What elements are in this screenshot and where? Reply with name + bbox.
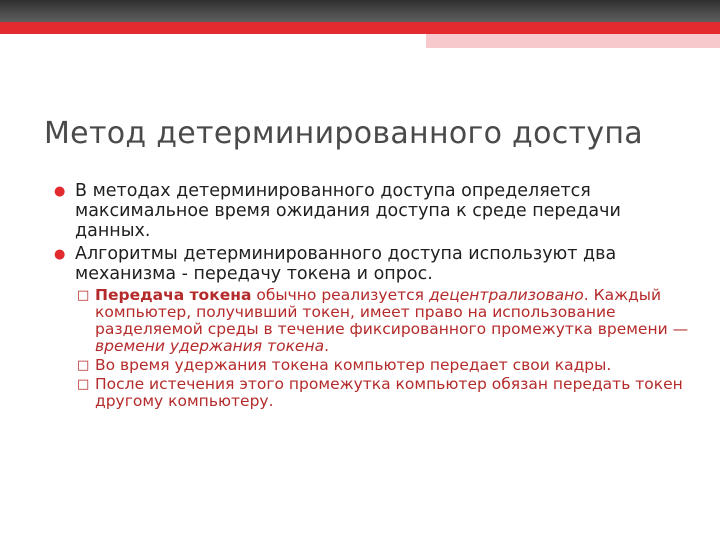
pink-accent-strip bbox=[426, 34, 720, 48]
square-bullet-icon: □ bbox=[77, 288, 90, 303]
bullet-item-2 bbox=[52, 244, 692, 284]
red-accent-line bbox=[0, 22, 720, 34]
term-token-hold-time: времени удержания токена bbox=[95, 337, 325, 355]
sub-text-2: Во время удержания токена компьютер передает свои кадры. bbox=[95, 356, 612, 374]
bullet-dot-icon: ● bbox=[54, 184, 66, 199]
sub-text-3: После истечения этого промежутка компьютер обязан передать токен другому компьютеру. bbox=[95, 375, 683, 410]
bullet-text-2: Алгоритмы детерминированного доступа используют два механизма - передачу токена и опрос. bbox=[75, 244, 617, 284]
bullet-item-1 bbox=[52, 181, 692, 241]
square-bullet-icon: □ bbox=[77, 358, 90, 373]
sub-bullet-item-3 bbox=[75, 376, 692, 410]
square-bullet-icon: □ bbox=[77, 377, 90, 392]
term-token-passing: Передача токена bbox=[95, 286, 252, 304]
sub-text-1c: . bbox=[324, 337, 330, 355]
sub-text-1a: обычно реализуется bbox=[251, 286, 429, 304]
bullet-text-1: В методах детерминированного доступа определяется максимальное время ожидания доступа к среде передачи данных. bbox=[75, 181, 621, 241]
sub-text-1b: . Каждый компьютер, получивший токен, имеет право на использование разделяемой среды в течение фиксированного промежутка времени — bbox=[95, 286, 689, 338]
top-decor-bar bbox=[0, 0, 720, 22]
slide-content bbox=[52, 181, 692, 412]
sub-bullet-item-1 bbox=[75, 287, 692, 355]
term-decentralized: децентрализовано bbox=[428, 286, 584, 304]
sub-bullet-item-2 bbox=[75, 357, 692, 374]
slide-title: Метод детерминированного доступа bbox=[44, 116, 643, 151]
bullet-dot-icon: ● bbox=[54, 247, 66, 262]
